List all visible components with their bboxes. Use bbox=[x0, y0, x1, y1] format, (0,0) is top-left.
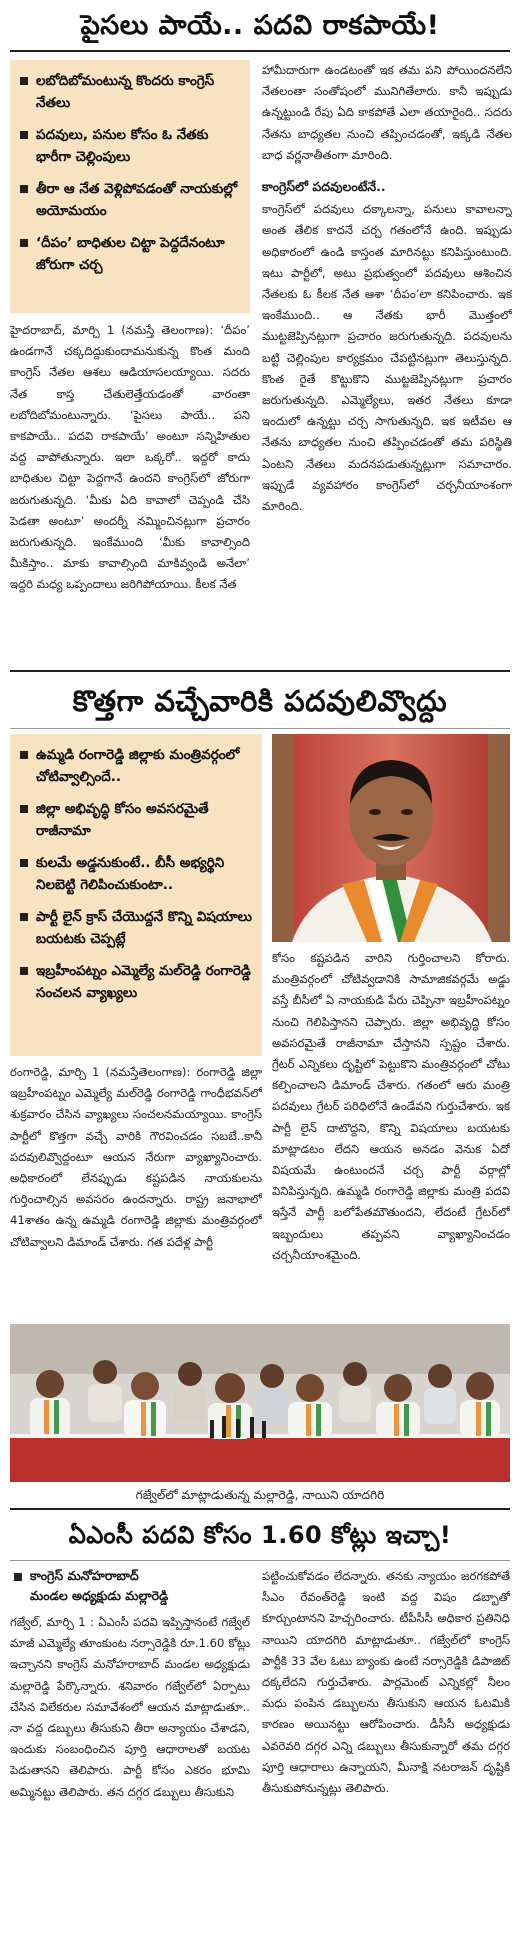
highlight-item: ఉమ్మడి రంగారెడ్డి జిల్లాకు మంత్రివర్గంలో చోటివ్వాల్సిందే.. bbox=[20, 744, 252, 788]
story3-subhead-line-2: మండల అధ్యక్షుడు మల్లారెడ్డి bbox=[30, 1588, 169, 1603]
story3-subhead-line-1: కాంగ్రెస్‌ మనోహరాబాద్‌ bbox=[14, 1566, 254, 1586]
story1-headline: పైసలు పాయే.. పదవి రాకపాయే! bbox=[80, 10, 440, 41]
story2-left-text: రంగారెడ్డి, మార్చి 1 (నమస్తేతెలంగాణ): రంగారెడ్డి జిల్లా ఇబ్రహీంపట్నం ఎమ్మెల్యే మల్‌రెడ్డి రంగారెడ్డి గాంధీభవన్‌లో శుక్రవారం చేసిన వ్యాఖ్యలు సంచలనమయ్యాయి. కాంగ్రెస్‌ పార్టీలో కొత్తగా వచ్చే వారికి గౌరవించడం సబబే..కానీ పదవులివ్వొద్దంటూ ఆయన నేరుగా వ్యాఖ్యానించారు. అధికారంలో లేనప్పుడు కష్టపడిన నాయకులను గుర్తించాల్సిన అవసరం ఉందన్నారు. రాష్ట్ర జనాభాలో 41శాతం ఉన్న ఉమ్మడి రంగారెడ్డి జిల్లాకు మంత్రివర్గంలో చోటివ్వాలని డిమాండ్‌ చేశారు. గత పదేళ్ల పార్టీ bbox=[10, 1065, 262, 1249]
story1-right-text-1: హామీదారుగా ఉండటంతో ఇక తమ పని పోయిందనలేని నేతలంతా సంతోషంలో మునిగితేలారు. కానీ ఇప్పుడు ఉన్నట్టుండి రేపు ఏది కాకపోతే ఎలా తయారైంది.. సదరు నేతను బాధ్యతల నుంచి తప్పించడంతో, ఇక్కడి నేతల బాధ వర్ణనాతీతంగా మారింది. bbox=[262, 63, 512, 162]
story1-divider bbox=[10, 670, 510, 672]
story3-right-column bbox=[262, 1566, 510, 1938]
story1-right-column bbox=[262, 60, 512, 666]
story3-left-column bbox=[10, 1612, 250, 1938]
highlight-item: పార్టీ లైన్‌ క్రాస్‌ చేయొద్దనే కొన్ని విషయాలు బయటకు చెప్పట్లే bbox=[20, 906, 252, 950]
story3-left-text: గజ్వేల్‌, మార్చి 1 : ఏఎంసీ పదవి ఇప్పిస్తానంటే గజ్వేల్‌ మాజీ ఎమ్మెల్యే తూంకుంట నర్సారెడ్డికి రూ.1.60 కోట్లు ఇచ్చానని కాంగ్రెస్‌ మనోహరాబాద్‌ మండల అధ్యక్షుడు మల్లారెడ్డి పేర్కొన్నారు. శనివారం గజ్వేల్‌లో ఏర్పాటు చేసిన విలేకరుల సమావేశంలో ఆయన మాట్లాడుతూ.. నా వద్ద డబ్బులు తీసుకుని తీరా అన్యాయం చేశాడని, ఇందుకు సంబంధించిన పూర్తి ఆధారాలతో బయట పెడుతానని తెలిపారు. పార్టీ కోసం ఎకరం భూమి అమ్మినట్టు తెలిపారు. తన దగ్గర డబ్బులు తీసుకుని bbox=[10, 1615, 250, 1799]
highlight-item: జిల్లా అభివృద్ధి కోసం అవసరమైతే రాజీనామా bbox=[20, 798, 252, 842]
highlight-item: పదవులు, పనుల కోసం ఓ నేతకు భారీగా చెల్లింపులు bbox=[20, 124, 240, 168]
bullet-icon bbox=[20, 185, 28, 193]
highlight-item: ఇబ్రహీంపట్నం ఎమ్మెల్యే మల్‌రెడ్డి రంగారెడ్డి సంచలన వ్యాఖ్యలు bbox=[20, 960, 252, 1004]
story3-headline-rule bbox=[10, 1560, 510, 1561]
story2-divider bbox=[10, 1508, 510, 1510]
story2-left-column bbox=[10, 1062, 262, 1318]
story1-subheading: కాంగ్రెస్‌లో పదవులంటేనే.. bbox=[262, 179, 386, 195]
story1-right-text-2: కాంగ్రెస్‌లో పదవులు దక్కాలన్నా, పనులు కావాలన్నా అంత తేలిక కాదనే చర్చ గతంలోనే ఉంది. ఇప్పుడు అధికారంలో ఉండి కాస్తంత మారినట్టు కనిపిస్తుంటుంది. ఇటు పార్టీలో, అటు ప్రభుత్వంలో పదవులు ఆశించిన నేతలకు ఓ కీలక నేత ఆశా ‘దీపం’లా కనిపించారు. ఇక ఇంకేముంది.. ఆ నేతకు భారీ మొత్తంలో ముట్టజెప్పినట్లుగా ప్రచారం జరుగుతున్నది. పదవులను బట్టి చెల్లింపుల కార్యక్రమం చేపట్టినట్లుగా తెలుస్తున్నది. కొంత రైతే కొట్టుకొని ముట్టజెప్పినట్లుగా ప్రచారం జరుగుతున్నది. ఎమ్మెల్యేలు, ఇతర నేతలు కూడా ఇందులో ఉన్నట్టు చర్చ సాగుతున్నది. ఇక ఇటీవల ఆ నేతను బాధ్యతల నుంచి తప్పించడంతో తమ పరిస్థితి ఏంటని నేతలు మదనపడుతున్నట్లుగా సమాచారం. ఇప్పుడే వ్యవహారం కాంగ్రెస్‌లో చర్చనీయాంశంగా మారింది. bbox=[262, 202, 512, 514]
story2-right-column bbox=[272, 948, 510, 1318]
bullet-icon bbox=[14, 1573, 22, 1581]
bullet-icon bbox=[20, 967, 28, 975]
portrait-photo bbox=[272, 734, 510, 942]
press-meet-photo bbox=[10, 1324, 510, 1482]
highlight-item: తీరా ఆ నేత వెళ్లిపోవడంతో నాయకుల్లో అయోమయం bbox=[20, 178, 240, 222]
story3-right-text: పట్టించుకోవడం లేదన్నారు. తనకు న్యాయం జరగకపోతే సీఎం రేవంత్‌రెడ్డి ఇంటి వద్ద విషం డబ్బాతో కూర్చుంటానని హెచ్చరించారు. టీపీసీసీ అధికార ప్రతినిధి నాయిని యాదగిరి మాట్లాడుతూ.. గజ్వేల్‌లో కాంగ్రెస్‌ పార్టీకి 33 వేల ఓటు బ్యాంకు ఉంటే నర్సారెడ్డికి డిపాజిట్‌ దక్కలేదని గుర్తుచేశారు. పార్లమెంట్‌ ఎన్నికల్లో నీలం మధు పంపిన డబ్బులను తీసుకుని ఆయన ఓటమికి కారణం అయినట్టు ఆరోపించారు. డీసీసీ అధ్యక్షుడు ఎవరెవరి దగ్గర ఎన్ని డబ్బులు తీసుకున్నారో తమ దగ్గర పూర్తి ఆధారాలు ఉన్నాయని, మీనాక్షి నటరాజన్‌ దృష్టికి తీసుకుపోనున్నట్లు తెలిపారు. bbox=[262, 1569, 510, 1796]
bullet-icon bbox=[20, 859, 28, 867]
story1-left-text: హైదరాబాద్‌, మార్చి 1 (నమస్తే తెలంగాణ): ‘దీపం’ ఉండగానే చక్కదిద్దుకుందామనుకున్న కొంత మంది కాంగ్రెస్‌ నేతల ఆశలు ఆడియాసలయ్యాయి. సదరు నేత కాస్త చేతులెత్తేయడంతో వారంతా లబోదిబోమంటున్నారు. ‘పైసలు పాయే.. పని కాకపాయే.. పదవి రాకపాయే’ అంటూ సన్నిహితుల వద్ద వాపోతున్నారు. ఇలా ఒక్కరో.. ఇద్దరో కాదు బాధితుల చిట్టా పెద్దగానే ఉందని కాంగ్రెస్‌లో జోరుగా జరుగుతున్నది. ‘మీకు ఏది కావాలో చెప్పండి చేసి పెడతా అంటూ’ అందర్నీ నమ్మించినట్లుగా ప్రచారం జరుగుతున్నది. ఇంకేముంది ‘మీకు కావాల్సింది మీకిస్తాం.. మాకు కావాల్సింది మాకివ్వండి అనేలా’ ఇద్దరి మధ్య ఒప్పందాలు జరిగిపోయాయి. కీలక నేత bbox=[10, 323, 250, 592]
story1-highlights bbox=[10, 60, 250, 313]
story2-headline: కొత్తగా వచ్చేవారికి పదవులివ్వొద్దు bbox=[72, 684, 448, 718]
bullet-icon bbox=[20, 77, 28, 85]
bullet-icon bbox=[20, 131, 28, 139]
story1-headline-rule bbox=[10, 50, 510, 52]
story2-right-text: కోసం కష్టపడిన వారిని గుర్తించాలని కోరారు. మంత్రివర్గంలో చోటివ్వడానికి సామాజికవర్గమే అడ్డు వస్తే బీసీలో ఏ నాయకుడి పేరు చెప్పినా ఇబ్రహీంపట్నం నుంచి గెలిపిస్తానని చెప్పారు. జిల్లా అభివృద్ధి కోసం అవసరమైతే రాజీనామా చేస్తానని స్పష్టం చేశారు. గ్రేటర్‌ ఎన్నికలు దృష్టిలో పెట్టుకొని మంత్రివర్గంలో చోటు కల్పించాలని డిమాండ్‌ చేశారు. గతంలో ఆరు మంత్రి పదవులు గ్రేటర్‌ పరిధిలోనే ఉండేవని గుర్తుచేశారు. ఇక పార్టీ లైన్‌ దాటొద్దని, కొన్ని విషయాలు బయటకు మాట్లాడటం లేదని ఆయన అనడం వెనుక ఏదో విషయమే ఉంటుందనే చర్చ పార్టీ వర్గాల్లో వినిపిస్తున్నది. ఉమ్మడి రంగారెడ్డి జిల్లాకు మంత్రి పదవి ఇస్తేనే పార్టీ బలోపేతమౌతుందని, లేదంటే గ్రేటర్‌లో ఇబ్బందులు తప్పవని వ్యాఖ్యానించడం చర్చనీయాంశమైంది. bbox=[272, 951, 510, 1262]
bullet-icon bbox=[20, 751, 28, 759]
story3-subhead bbox=[14, 1566, 254, 1606]
bullet-icon bbox=[20, 913, 28, 921]
highlight-item: కులమే అడ్డనుకుంటే.. బీసీ అభ్యర్థిని నిలబెట్టి గెలిపించుకుంటా.. bbox=[20, 852, 252, 896]
bullet-icon bbox=[20, 805, 28, 813]
story1-left-column bbox=[10, 320, 250, 666]
highlight-item: లబోదిబోమంటున్న కొందరు కాంగ్రెస్‌ నేతలు bbox=[20, 70, 240, 114]
story2-highlights bbox=[10, 734, 262, 1056]
highlight-item: ‘దీపం’ బాధితుల చిట్టా పెద్దదేనంటూ జోరుగా చర్చ bbox=[20, 232, 240, 276]
story2-headline-rule bbox=[10, 728, 510, 729]
story3-headline: ఏఎంసీ పదవి కోసం 1.60 కోట్లు ఇచ్చా! bbox=[68, 1521, 452, 1549]
bullet-icon bbox=[20, 239, 28, 247]
portrait-illustration bbox=[272, 734, 510, 942]
press-meet-illustration bbox=[10, 1324, 510, 1482]
photo-caption: గజ్వేల్‌లో మాట్లాడుతున్న మల్లారెడ్డి, నాయిని యాదగిరి bbox=[135, 1488, 385, 1502]
